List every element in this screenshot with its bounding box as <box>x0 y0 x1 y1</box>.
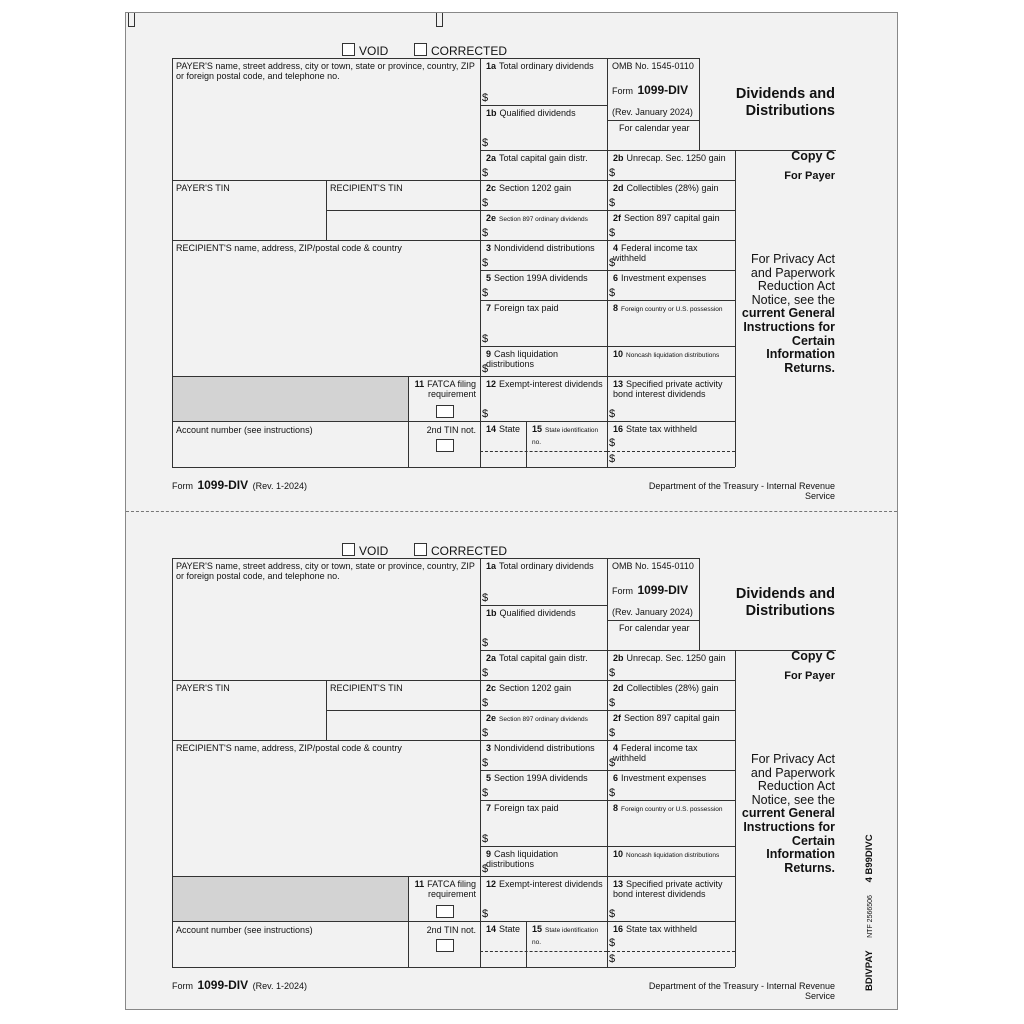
form-sheet <box>125 12 898 1010</box>
box-10-label: 10 Noncash liquidation distributions <box>613 849 720 859</box>
box-2f-field[interactable] <box>607 210 735 240</box>
box11-label: 11 FATCA filing requirement <box>414 379 476 399</box>
box-13-field[interactable] <box>607 376 735 421</box>
box-4-field[interactable] <box>607 240 735 270</box>
box-4-field[interactable] <box>607 740 735 770</box>
payer-name-label: PAYER'S name, street address, city or town, state or province, country, ZIP or foreign postal code, and telephone no. <box>176 561 475 581</box>
box-2b-field[interactable] <box>607 150 735 180</box>
box-7-label: 7 Foreign tax paid <box>486 303 559 313</box>
box-13-label: 13 Specified private activity bond interest dividends <box>613 379 723 399</box>
recipient-name-field[interactable] <box>174 255 478 374</box>
payer-name-label: PAYER'S name, street address, city or town, state or province, country, ZIP or foreign postal code, and telephone no. <box>176 61 475 81</box>
shaded-area <box>173 877 408 921</box>
corrected-box[interactable] <box>414 43 427 56</box>
corrected-checkbox[interactable] <box>414 43 507 58</box>
dollar-sign: $ <box>609 437 616 449</box>
box-2f-label: 2f Section 897 capital gain <box>613 713 720 723</box>
box-2a-label: 2a Total capital gain distr. <box>486 653 588 663</box>
fatca-checkbox[interactable] <box>436 905 454 918</box>
tin2-checkbox[interactable] <box>436 439 454 452</box>
dollar-sign: $ <box>609 453 616 465</box>
dollar-sign: $ <box>609 757 616 769</box>
form-copy-bottom <box>172 543 836 1013</box>
box-3-label: 3 Nondividend distributions <box>486 243 595 253</box>
dollar-sign: $ <box>609 287 616 299</box>
box-7-label: 7 Foreign tax paid <box>486 803 559 813</box>
box-9-label: 9 Cash liquidation distributions <box>486 849 559 869</box>
box-12-label: 12 Exempt-interest dividends <box>486 879 603 889</box>
privacy-notice: For Privacy Act and Paperwork Reduction Act Notice, see the current General Instructions for Certain Information Returns. <box>741 252 835 375</box>
box-1a-field[interactable] <box>480 558 607 605</box>
side-code-left: BDIVPAY <box>864 950 875 991</box>
box-6-field[interactable] <box>607 270 735 300</box>
box-1b-field[interactable] <box>480 105 607 150</box>
tin2-label: 2nd TIN not. <box>426 425 476 435</box>
box-2e-label: 2e Section 897 ordinary dividends <box>486 713 588 723</box>
box-9-label: 9 Cash liquidation distributions <box>486 349 559 369</box>
box-3-label: 3 Nondividend distributions <box>486 743 595 753</box>
copy-label: Copy C <box>791 149 835 163</box>
dollar-sign: $ <box>482 408 489 420</box>
box-8-label: 8 Foreign country or U.S. possession <box>613 303 723 313</box>
recipient-name-label: RECIPIENT'S name, address, ZIP/postal code & country <box>176 243 402 253</box>
dollar-sign: $ <box>482 197 489 209</box>
box-14-label: 14 State <box>486 924 521 934</box>
account-number-field[interactable] <box>174 937 406 965</box>
recipient-tin-field[interactable] <box>328 695 478 738</box>
box-2e-field[interactable] <box>480 710 607 740</box>
box-13-label: 13 Specified private activity bond interest dividends <box>613 879 723 899</box>
box-2e-field[interactable] <box>480 210 607 240</box>
box-2d-field[interactable] <box>607 680 735 710</box>
box-2e-label: 2e Section 897 ordinary dividends <box>486 213 588 223</box>
dollar-sign: $ <box>609 408 616 420</box>
recipient-name-field[interactable] <box>174 755 478 874</box>
box-15-field[interactable] <box>526 921 607 967</box>
account-number-field[interactable] <box>174 437 406 465</box>
box-2c-label: 2c Section 1202 gain <box>486 683 572 693</box>
payer-name-field[interactable] <box>174 73 478 178</box>
box-9-field[interactable] <box>480 846 607 876</box>
form-title: Dividends and Distributions <box>735 86 835 119</box>
dollar-sign: $ <box>482 137 489 149</box>
box-10-field[interactable] <box>607 346 735 376</box>
corrected-checkbox[interactable] <box>414 543 507 558</box>
calendar-year-field[interactable] <box>612 134 696 148</box>
footer-form-id: Form 1099-DIV (Rev. 1-2024) <box>172 478 307 492</box>
box-2d-label: 2d Collectibles (28%) gain <box>613 683 719 693</box>
box-3-field[interactable] <box>480 240 607 270</box>
dollar-sign: $ <box>482 833 489 845</box>
revision-label: (Rev. January 2024) <box>612 607 693 617</box>
corrected-label: CORRECTED <box>431 44 508 58</box>
tin2-checkbox[interactable] <box>436 939 454 952</box>
privacy-notice: For Privacy Act and Paperwork Reduction Act Notice, see the current General Instructions for Certain Information Returns. <box>741 752 835 875</box>
dollar-sign: $ <box>482 667 489 679</box>
box-3-field[interactable] <box>480 740 607 770</box>
form-number: Form 1099-DIV <box>612 583 689 597</box>
box-1b-label: 1b Qualified dividends <box>486 608 576 618</box>
dollar-sign: $ <box>482 592 489 604</box>
copy-label: Copy C <box>791 649 835 663</box>
box-7-field[interactable] <box>480 300 607 346</box>
side-code-middle: NTF 2566506 <box>867 895 874 938</box>
box-12-label: 12 Exempt-interest dividends <box>486 379 603 389</box>
dollar-sign: $ <box>609 227 616 239</box>
omb-number: OMB No. 1545-0110 <box>612 561 694 571</box>
dollar-sign: $ <box>482 787 489 799</box>
fatca-checkbox[interactable] <box>436 405 454 418</box>
box-15-field[interactable] <box>526 421 607 467</box>
payer-name-field[interactable] <box>174 573 478 678</box>
box-7-field[interactable] <box>480 800 607 846</box>
side-code-right: 4 B99DIVC <box>864 834 875 883</box>
corrected-box[interactable] <box>414 543 427 556</box>
box-16-label: 16 State tax withheld <box>613 924 698 934</box>
for-payer-label: For Payer <box>784 170 835 182</box>
box-13-field[interactable] <box>607 876 735 921</box>
payer-tin-label: PAYER'S TIN <box>176 683 230 693</box>
box-1b-label: 1b Qualified dividends <box>486 108 576 118</box>
footer-department: Department of the Treasury - Internal Revenue Service <box>648 981 835 1001</box>
dollar-sign: $ <box>609 197 616 209</box>
corrected-label: CORRECTED <box>431 544 508 558</box>
box-16-field[interactable] <box>607 421 735 467</box>
omb-number: OMB No. 1545-0110 <box>612 61 694 71</box>
dollar-sign: $ <box>609 257 616 269</box>
footer-form-id: Form 1099-DIV (Rev. 1-2024) <box>172 978 307 992</box>
form-copy-top <box>172 43 836 513</box>
for-payer-label: For Payer <box>784 670 835 682</box>
box-2a-label: 2a Total capital gain distr. <box>486 153 588 163</box>
form-number: Form 1099-DIV <box>612 83 689 97</box>
void-label: VOID <box>359 544 389 558</box>
recipient-tin-label: RECIPIENT'S TIN <box>330 183 403 193</box>
dollar-sign: $ <box>482 363 489 375</box>
box-14-field[interactable] <box>480 421 526 467</box>
payer-tin-field[interactable] <box>174 695 324 738</box>
recipient-tin-field[interactable] <box>328 195 478 238</box>
dollar-sign: $ <box>482 92 489 104</box>
dollar-sign: $ <box>609 908 616 920</box>
dollar-sign: $ <box>482 227 489 239</box>
box-12-field[interactable] <box>480 876 607 921</box>
box-9-field[interactable] <box>480 346 607 376</box>
box-15-label: 15 State identification no. <box>532 424 599 446</box>
box-2d-field[interactable] <box>607 180 735 210</box>
dollar-sign: $ <box>482 908 489 920</box>
box-16-label: 16 State tax withheld <box>613 424 698 434</box>
box-4-label: 4 Federal income tax withheld <box>613 243 698 263</box>
void-label: VOID <box>359 44 389 58</box>
box-2a-field[interactable] <box>480 150 607 180</box>
account-number-label: Account number (see instructions) <box>176 425 313 435</box>
dollar-sign: $ <box>482 863 489 875</box>
box-4-label: 4 Federal income tax withheld <box>613 743 698 763</box>
box-12-field[interactable] <box>480 376 607 421</box>
dollar-sign: $ <box>609 727 616 739</box>
footer-department: Department of the Treasury - Internal Revenue Service <box>648 481 835 501</box>
dollar-sign: $ <box>609 697 616 709</box>
box-6-field[interactable] <box>607 770 735 800</box>
box-16-field[interactable] <box>607 921 735 967</box>
calendar-year-field[interactable] <box>612 634 696 648</box>
box-2b-field[interactable] <box>607 650 735 680</box>
box11-label: 11 FATCA filing requirement <box>414 879 476 899</box>
dollar-sign: $ <box>482 757 489 769</box>
box-2c-label: 2c Section 1202 gain <box>486 183 572 193</box>
void-box[interactable] <box>342 543 355 556</box>
box-10-field[interactable] <box>607 846 735 876</box>
box-15-label: 15 State identification no. <box>532 924 599 946</box>
form-title: Dividends and Distributions <box>735 586 835 619</box>
void-checkbox[interactable] <box>342 43 388 58</box>
dollar-sign: $ <box>482 697 489 709</box>
side-code <box>864 834 875 991</box>
alignment-mark <box>128 13 135 27</box>
account-number-label: Account number (see instructions) <box>176 925 313 935</box>
box-8-field[interactable] <box>607 300 735 346</box>
box-2c-field[interactable] <box>480 680 607 710</box>
perforation-line <box>126 511 897 512</box>
payer-tin-label: PAYER'S TIN <box>176 183 230 193</box>
box-6-label: 6 Investment expenses <box>613 773 707 783</box>
dollar-sign: $ <box>609 937 616 949</box>
dollar-sign: $ <box>482 167 489 179</box>
box-5-field[interactable] <box>480 770 607 800</box>
dollar-sign: $ <box>609 167 616 179</box>
dollar-sign: $ <box>609 953 616 965</box>
void-checkbox[interactable] <box>342 543 388 558</box>
box-2f-label: 2f Section 897 capital gain <box>613 213 720 223</box>
box-1a-field[interactable] <box>480 58 607 105</box>
box-1a-label: 1a Total ordinary dividends <box>486 561 594 571</box>
box-5-label: 5 Section 199A dividends <box>486 773 588 783</box>
box-6-label: 6 Investment expenses <box>613 273 707 283</box>
box-2c-field[interactable] <box>480 180 607 210</box>
box-1a-label: 1a Total ordinary dividends <box>486 61 594 71</box>
box-14-label: 14 State <box>486 424 521 434</box>
payer-tin-field[interactable] <box>174 195 324 238</box>
dollar-sign: $ <box>482 637 489 649</box>
box-2b-label: 2b Unrecap. Sec. 1250 gain <box>613 653 726 663</box>
box-5-label: 5 Section 199A dividends <box>486 273 588 283</box>
box-1b-field[interactable] <box>480 605 607 650</box>
dollar-sign: $ <box>482 333 489 345</box>
recipient-name-label: RECIPIENT'S name, address, ZIP/postal code & country <box>176 743 402 753</box>
box-2f-field[interactable] <box>607 710 735 740</box>
dollar-sign: $ <box>482 287 489 299</box>
box-8-field[interactable] <box>607 800 735 846</box>
revision-label: (Rev. January 2024) <box>612 107 693 117</box>
box-5-field[interactable] <box>480 270 607 300</box>
box-2b-label: 2b Unrecap. Sec. 1250 gain <box>613 153 726 163</box>
tin2-label: 2nd TIN not. <box>426 925 476 935</box>
dollar-sign: $ <box>482 727 489 739</box>
alignment-mark <box>436 13 443 27</box>
box-14-field[interactable] <box>480 921 526 967</box>
dollar-sign: $ <box>609 787 616 799</box>
calendar-year-label: For calendar year <box>619 623 690 633</box>
box-8-label: 8 Foreign country or U.S. possession <box>613 803 723 813</box>
shaded-area <box>173 377 408 421</box>
recipient-tin-label: RECIPIENT'S TIN <box>330 683 403 693</box>
dollar-sign: $ <box>609 667 616 679</box>
calendar-year-label: For calendar year <box>619 123 690 133</box>
dollar-sign: $ <box>482 257 489 269</box>
box-2a-field[interactable] <box>480 650 607 680</box>
box-10-label: 10 Noncash liquidation distributions <box>613 349 720 359</box>
void-box[interactable] <box>342 43 355 56</box>
box-2d-label: 2d Collectibles (28%) gain <box>613 183 719 193</box>
